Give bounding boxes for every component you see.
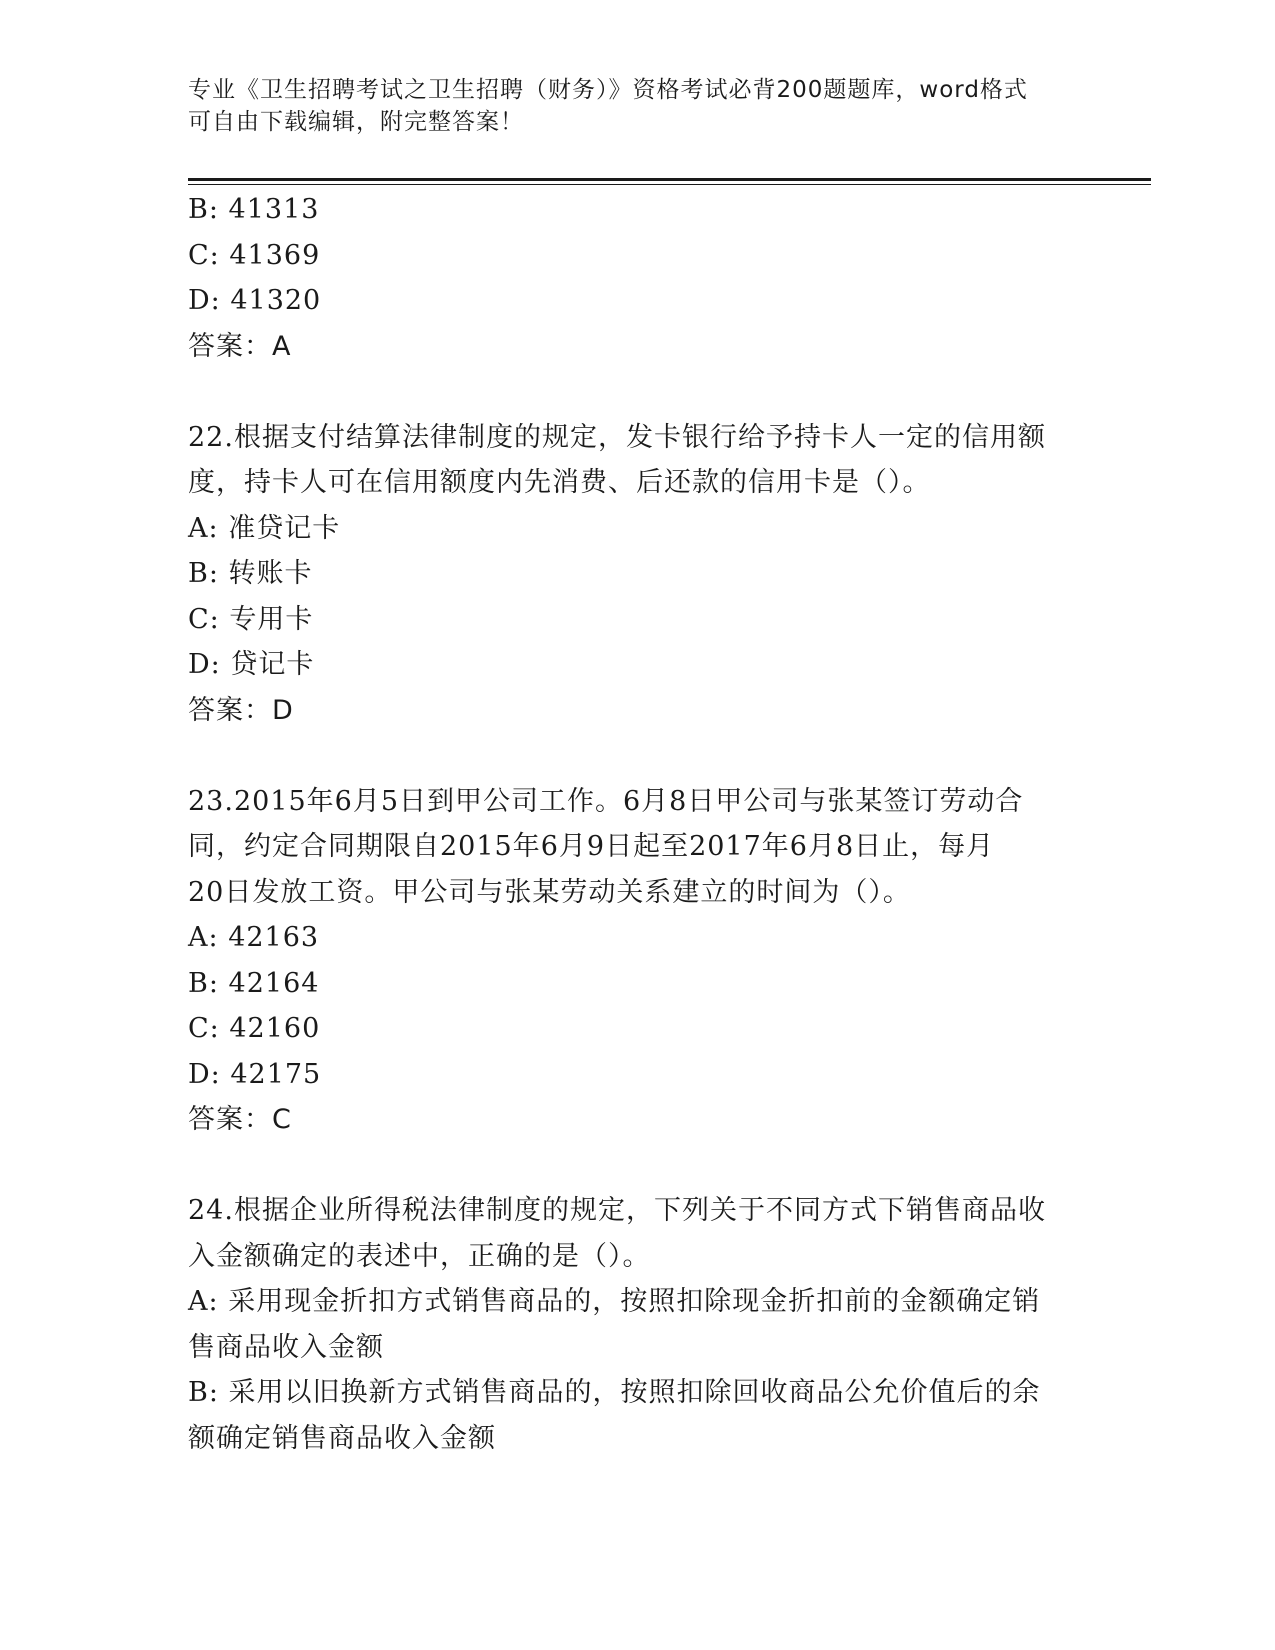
document-body [188,187,1088,1461]
document-header [188,74,1068,138]
question-stem-line-1: 22.根据支付结算法律制度的规定，发卡银行给予持卡人一定的信用额 [188,421,1046,453]
option-text: 采用现金折扣方式销售商品的，按照扣除现金折扣前的金额确定销 [228,1286,1041,1317]
option-letter: C: [188,239,220,271]
option-b-continuation: 额确定销售商品收入金额 [188,1422,496,1454]
option-a [188,915,1088,961]
option-text: 42160 [229,1013,321,1044]
option-letter: A: [188,922,219,953]
header-divider-thick [188,178,1151,181]
option-letter: A: [188,512,219,544]
question-spacer [188,733,1088,779]
question-stem-line-2: 同，约定合同期限自2015年6月9日起至2017年6月8日止，每月 [188,831,995,862]
option-d [188,1052,1088,1098]
option-text: 42163 [228,922,320,953]
option-letter: A: [188,1286,219,1317]
question-stem-line-1: 23.2015年6月5日到甲公司工作。6月8日甲公司与张某签订劳动合 [188,785,1024,817]
option-b [188,551,1088,597]
option-d [188,642,1088,688]
option-c [188,1006,1088,1052]
option-letter: D: [188,285,221,316]
answer-line: 答案：A [188,330,292,362]
option-b [188,187,1088,233]
question-23 [188,779,1088,1143]
question-stem-line-3: 20日发放工资。甲公司与张某劳动关系建立的时间为（）。 [188,876,911,908]
question-stem-line-1: 24.根据企业所得税法律制度的规定，下列关于不同方式下销售商品收 [188,1195,1046,1226]
option-letter: B: [188,1377,219,1408]
answer-line: 答案：C [188,1104,292,1135]
header-line-2: 可自由下载编辑，附完整答案！ [188,109,524,135]
option-a [188,1279,1088,1325]
option-text: 41320 [230,285,322,316]
option-text: 41313 [228,194,320,225]
option-c [188,597,1088,643]
option-c [188,233,1088,279]
question-stem-line-2: 度，持卡人可在信用额度内先消费、后还款的信用卡是（）。 [188,467,931,498]
option-a [188,506,1088,552]
question-21-continuation [188,187,1088,369]
question-stem-line-2: 入金额确定的表述中，正确的是（）。 [188,1240,651,1272]
option-letter: C: [188,1013,220,1044]
option-text: 采用以旧换新方式销售商品的，按照扣除回收商品公允价值后的余 [228,1377,1041,1408]
option-b [188,961,1088,1007]
answer-line: 答案：D [188,694,294,726]
option-letter: B: [188,194,219,225]
option-letter: C: [188,603,220,635]
option-text: 42175 [230,1058,322,1090]
question-spacer [188,1143,1088,1189]
option-text: 41369 [229,239,321,271]
option-text: 专用卡 [229,603,314,635]
option-letter: B: [188,967,219,999]
option-letter: D: [188,1058,221,1090]
option-d [188,278,1088,324]
option-text: 贷记卡 [230,649,315,680]
option-letter: B: [188,558,219,589]
option-letter: D: [188,649,221,680]
header-divider-thin [188,184,1151,185]
option-a-continuation: 售商品收入金额 [188,1331,384,1363]
header-line-1: 专业《卫生招聘考试之卫生招聘（财务）》资格考试必背200题题库，word格式 [188,77,1028,103]
option-text: 42164 [228,967,320,999]
option-text: 转账卡 [228,558,313,589]
option-text: 准贷记卡 [228,512,341,544]
question-22 [188,415,1088,734]
question-24 [188,1188,1088,1461]
option-b [188,1370,1088,1416]
question-spacer [188,369,1088,415]
